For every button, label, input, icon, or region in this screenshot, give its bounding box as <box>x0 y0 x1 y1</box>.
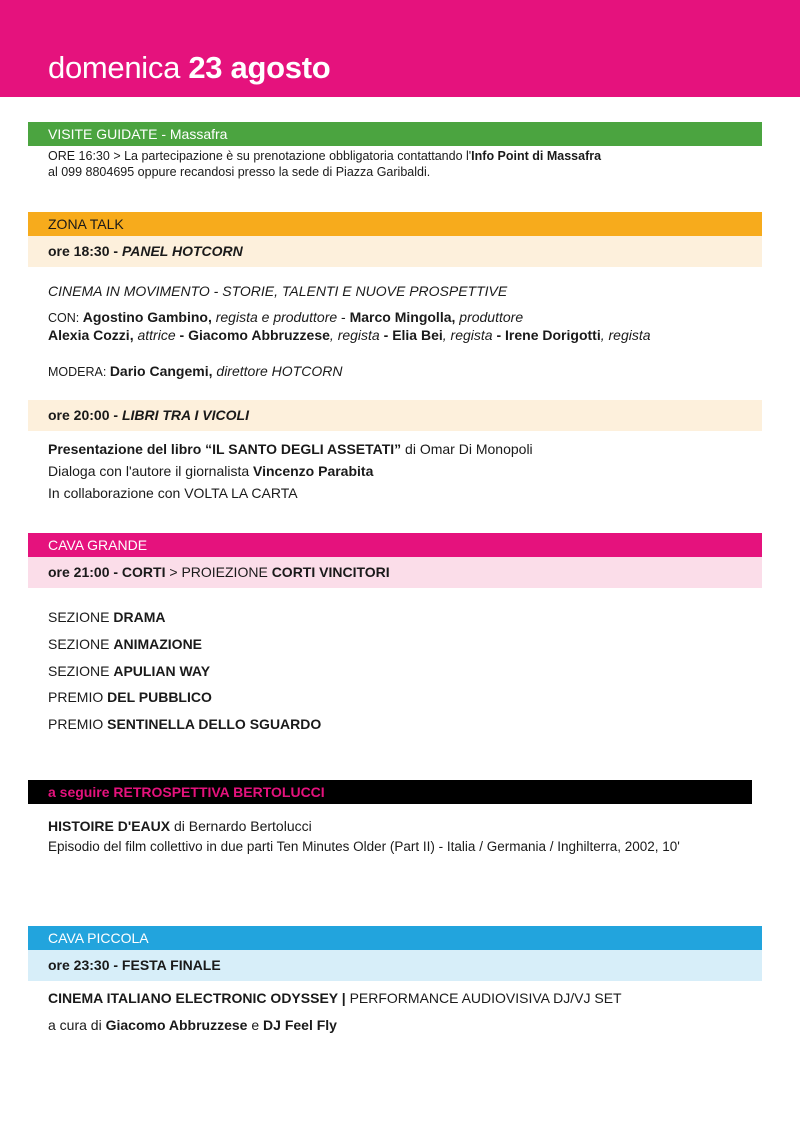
panel-subtitle: CINEMA IN MOVIMENTO - STORIE, TALENTI E NUOVE PROSPETTIVE <box>48 283 508 299</box>
page-title: domenica 23 agosto <box>48 50 331 85</box>
section-bar-zona-talk: ZONA TALK <box>28 212 762 236</box>
festa-finale-header: ore 23:30 - FESTA FINALE <box>28 950 762 981</box>
page-header <box>0 0 800 97</box>
panel-guests-line-1: CON: Agostino Gambino, regista e produttore - Marco Mingolla, produttore <box>48 309 524 325</box>
section-bar-cava-grande: CAVA GRANDE <box>28 533 762 557</box>
section-bar-visite-guidate: VISITE GUIDATE - Massafra <box>28 122 762 146</box>
panel-moderator: MODERA: Dario Cangemi, direttore HOTCORN <box>48 363 343 379</box>
libri-header: ore 20:00 - LIBRI TRA I VICOLI <box>28 400 762 431</box>
festa-line-2: a cura di Giacomo Abbruzzese e DJ Feel Fly <box>48 1017 337 1033</box>
corti-item: PREMIO DEL PUBBLICO <box>48 689 212 705</box>
corti-item: SEZIONE APULIAN WAY <box>48 663 211 679</box>
libri-line-1: Presentazione del libro “IL SANTO DEGLI ASSETATI” di Omar Di Monopoli <box>48 441 533 457</box>
corti-header: ore 21:00 - CORTI > PROIEZIONE CORTI VINCITORI <box>28 557 762 588</box>
panel-guests-line-2: Alexia Cozzi, attrice - Giacomo Abbruzzese, regista - Elia Bei, regista - Irene Dorigotti, regista <box>48 327 651 343</box>
retro-film-title: HISTOIRE D'EAUX di Bernardo Bertolucci <box>48 818 312 834</box>
corti-item: PREMIO SENTINELLA DELLO SGUARDO <box>48 716 322 732</box>
visite-line-2: al 099 8804695 oppure recandosi presso la sede di Piazza Garibaldi. <box>48 165 431 179</box>
section-bar-cava-piccola: CAVA PICCOLA <box>28 926 762 950</box>
retro-film-desc: Episodio del film collettivo in due parti Ten Minutes Older (Part II) - Italia / Germania / Inghilterra, 2002, 10' <box>48 839 680 854</box>
corti-item: SEZIONE ANIMAZIONE <box>48 636 203 652</box>
visite-line-1: ORE 16:30 > La partecipazione è su prenotazione obbligatoria contattando l'Info Point di Massafra <box>48 149 602 163</box>
section-bar-retrospettiva: a seguire RETROSPETTIVA BERTOLUCCI <box>28 780 752 804</box>
libri-line-2: Dialoga con l'autore il giornalista Vincenzo Parabita <box>48 463 374 479</box>
panel-hotcorn-header: ore 18:30 - PANEL HOTCORN <box>28 236 762 267</box>
libri-line-3: In collaborazione con VOLTA LA CARTA <box>48 485 298 501</box>
festa-line-1: CINEMA ITALIANO ELECTRONIC ODYSSEY | PERFORMANCE AUDIOVISIVA DJ/VJ SET <box>48 990 622 1006</box>
corti-item: SEZIONE DRAMA <box>48 609 166 625</box>
